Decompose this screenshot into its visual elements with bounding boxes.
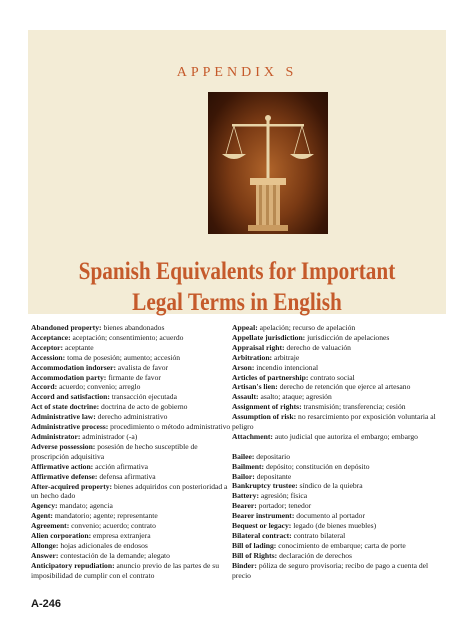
glossary-definition: contestación de la demande; alegato: [60, 550, 170, 560]
glossary-definition: incendio intencional: [256, 362, 319, 372]
glossary-term: Administrative process:: [31, 422, 109, 432]
glossary-entry: [31, 501, 236, 511]
glossary-definition: no resarcimiento por exposición voluntaria al peligro: [232, 412, 436, 432]
glossary-definition: avalista de favor: [117, 362, 169, 372]
glossary-definition: derecho administrativo: [97, 412, 168, 422]
glossary-entry: [232, 373, 444, 383]
glossary-entry: [232, 531, 444, 541]
glossary-entry: [232, 561, 444, 581]
glossary-definition: transacción ejecutada: [111, 392, 177, 402]
glossary-entry: [232, 551, 444, 561]
glossary-term: Affirmative defense:: [31, 471, 98, 481]
page-title: [59, 256, 414, 318]
glossary-entry: [232, 412, 444, 432]
glossary-definition: póliza de seguro provisoria; recibo de pago a cuenta del precio: [232, 560, 429, 580]
glossary-entry: [232, 541, 444, 551]
glossary-term: Bill of Rights:: [232, 550, 278, 560]
glossary-term: Appraisal right:: [232, 342, 285, 352]
glossary-definition: bienes abandonados: [103, 323, 165, 332]
glossary-entry: [31, 382, 236, 392]
appendix-label: APPENDIX S: [176, 65, 298, 80]
glossary-entry: [232, 521, 444, 531]
glossary-entry: [232, 432, 444, 442]
glossary-entry: [31, 323, 236, 333]
glossary-definition: jurisdicción de apelaciones: [307, 332, 390, 342]
glossary-definition: documento al portador: [296, 511, 366, 521]
page-number: A-246: [31, 598, 61, 610]
glossary-term: Articles of partnership:: [232, 372, 309, 382]
glossary-entry: [232, 402, 444, 412]
glossary-term: Bailment:: [232, 461, 265, 471]
glossary-term: Appellate jurisdiction:: [232, 332, 306, 342]
glossary-definition: apelación; recurso de apelación: [259, 323, 356, 332]
glossary-definition: derecho de retención que ejerce al artesano: [279, 382, 411, 392]
glossary-definition: asalto; ataque; agresión: [260, 392, 332, 402]
glossary-definition: toma de posesión; aumento; accesión: [67, 352, 181, 362]
glossary-entry: [31, 442, 236, 462]
glossary-definition: agresión; física: [260, 491, 308, 501]
glossary-entry: [31, 521, 236, 531]
glossary-entry: [31, 482, 236, 502]
glossary-term: Accord:: [31, 382, 58, 392]
glossary-term: Administrator:: [31, 431, 81, 441]
glossary-definition: declaración de derechos: [279, 550, 353, 560]
glossary-entry: [31, 392, 236, 402]
glossary-definition: depositante: [256, 471, 292, 481]
glossary-entry: [31, 363, 236, 373]
glossary-term: Agreement:: [31, 521, 70, 531]
glossary-definition: defensa afirmativa: [99, 471, 156, 481]
glossary-definition: derecho de valuación: [286, 342, 351, 352]
glossary-entry: [232, 491, 444, 501]
glossary-definition: aceptación; consentimiento; acuerdo: [72, 332, 184, 342]
glossary-entry: [31, 422, 236, 432]
glossary-term: Agent:: [31, 511, 53, 521]
glossary-term: Allonge:: [31, 540, 59, 550]
glossary-term: Adverse possession:: [31, 441, 96, 451]
glossary-entry: [232, 481, 444, 491]
glossary-definition: posesión de hecho susceptible de proscripción adquisitiva: [31, 441, 198, 461]
glossary-term: Administrative law:: [31, 412, 96, 422]
glossary-entry: [232, 511, 444, 521]
glossary-definition: acuerdo; convenio; arreglo: [59, 382, 141, 392]
glossary-definition: hojas adicionales de endosos: [60, 540, 148, 550]
glossary-entry: [31, 551, 236, 561]
glossary-definition: administrador (-a): [82, 431, 138, 441]
glossary-term: After-acquired property:: [31, 481, 113, 491]
glossary-definition: contrato bilateral: [293, 531, 346, 541]
glossary-term: Artisan's lien:: [232, 382, 278, 392]
glossary-term: Accommodation indorser:: [31, 362, 116, 372]
glossary-group-b: [232, 452, 444, 581]
glossary-term: Acceptance:: [31, 332, 71, 342]
glossary-entry: [31, 333, 236, 343]
glossary-term: Alien corporation:: [31, 531, 92, 541]
glossary-term: Binder:: [232, 560, 257, 570]
glossary-term: Arbitration:: [232, 352, 273, 362]
glossary-entry: [232, 353, 444, 363]
glossary-entry: [232, 501, 444, 511]
header-panel: [28, 30, 446, 314]
glossary-definition: empresa extranjera: [93, 531, 151, 541]
glossary-term: Assumption of risk:: [232, 412, 297, 422]
glossary-term: Arson:: [232, 362, 255, 372]
glossary-definition: acción afirmativa: [95, 461, 149, 471]
glossary-entry: [31, 343, 236, 353]
glossary-term: Battery:: [232, 491, 259, 501]
glossary-term: Abandoned property:: [31, 323, 102, 332]
glossary-term: Bequest or legacy:: [232, 521, 292, 531]
glossary-term: Answer:: [31, 550, 59, 560]
glossary-definition: contrato social: [310, 372, 355, 382]
glossary-entry: [31, 541, 236, 551]
title-line-1: Spanish Equivalents for Important: [78, 258, 396, 285]
glossary-term: Anticipatory repudiation:: [31, 560, 115, 570]
glossary-term: Assignment of rights:: [232, 402, 302, 412]
glossary-entry: [31, 432, 236, 442]
glossary-entry: [31, 511, 236, 521]
glossary-definition: firmante de favor: [108, 372, 161, 382]
glossary-group-a: [232, 323, 444, 442]
glossary-entry: [31, 561, 236, 581]
glossary-entry: [31, 353, 236, 363]
glossary-definition: anuncio previo de las partes de su imposibilidad de cumplir con el contrato: [31, 560, 219, 580]
glossary-term: Bailee:: [232, 451, 255, 461]
glossary-entry: [232, 382, 444, 392]
glossary-definition: portador; tenedor: [258, 501, 312, 511]
glossary-definition: arbitraje: [273, 352, 300, 362]
glossary-entry: [232, 323, 444, 333]
glossary-entry: [232, 462, 444, 472]
glossary-term: Acceptor:: [31, 342, 64, 352]
glossary-definition: conocimiento de embarque; carta de porte: [278, 540, 406, 550]
glossary-entry: [232, 333, 444, 343]
glossary-definition: legado (de bienes muebles): [293, 521, 377, 531]
glossary-entry: [232, 472, 444, 482]
scales-of-justice-icon: [208, 92, 328, 234]
glossary-term: Bankruptcy trustee:: [232, 481, 298, 491]
glossary-term: Act of state doctrine:: [31, 402, 100, 412]
glossary-term: Bilateral contract:: [232, 531, 292, 541]
glossary-term: Accession:: [31, 352, 66, 362]
glossary-definition: síndico de la quiebra: [299, 481, 363, 491]
glossary-definition: procedimiento o método administrativo: [110, 422, 231, 432]
glossary-entry: [232, 343, 444, 353]
glossary-term: Bearer instrument:: [232, 511, 295, 521]
glossary-definition: auto judicial que autoriza el embargo; embargo: [274, 431, 418, 441]
glossary-definition: aceptante: [64, 342, 94, 352]
glossary-entry: [31, 373, 236, 383]
glossary-definition: depositario: [256, 451, 291, 461]
glossary-term: Bearer:: [232, 501, 257, 511]
glossary-entry: [31, 402, 236, 412]
glossary-entry: [232, 392, 444, 402]
glossary-term: Accord and satisfaction:: [31, 392, 110, 402]
glossary-term: Appeal:: [232, 323, 258, 332]
glossary-definition: bienes adquiridos con posterioridad a un hecho dado: [31, 481, 228, 501]
glossary-term: Attachment:: [232, 431, 273, 441]
group-gap: [232, 442, 444, 452]
glossary-term: Accommodation party:: [31, 372, 107, 382]
glossary-entry: [31, 472, 236, 482]
glossary-term: Affirmative action:: [31, 461, 94, 471]
glossary-definition: depósito; constitución en depósito: [265, 461, 370, 471]
glossary-entry: [232, 363, 444, 373]
title-line-2: Legal Terms in English: [132, 289, 342, 316]
glossary-definition: doctrina de acto de gobierno: [101, 402, 188, 412]
glossary-column-right: [232, 323, 444, 581]
glossary-term: Assault:: [232, 392, 259, 402]
glossary-term: Bill of lading:: [232, 540, 277, 550]
glossary-definition: convenio; acuerdo; contrato: [71, 521, 156, 531]
glossary-definition: mandatorio; agente; representante: [54, 511, 158, 521]
glossary-column-left: [31, 323, 236, 581]
glossary-definition: mandato; agencia: [59, 501, 113, 511]
glossary-term: Agency:: [31, 501, 58, 511]
glossary-entry: [31, 462, 236, 472]
glossary-term: Bailor:: [232, 471, 255, 481]
glossary-definition: transmisión; transferencia; cesión: [303, 402, 406, 412]
glossary-entry: [31, 412, 236, 422]
glossary-entry: [31, 531, 236, 541]
glossary-entry: [232, 452, 444, 462]
